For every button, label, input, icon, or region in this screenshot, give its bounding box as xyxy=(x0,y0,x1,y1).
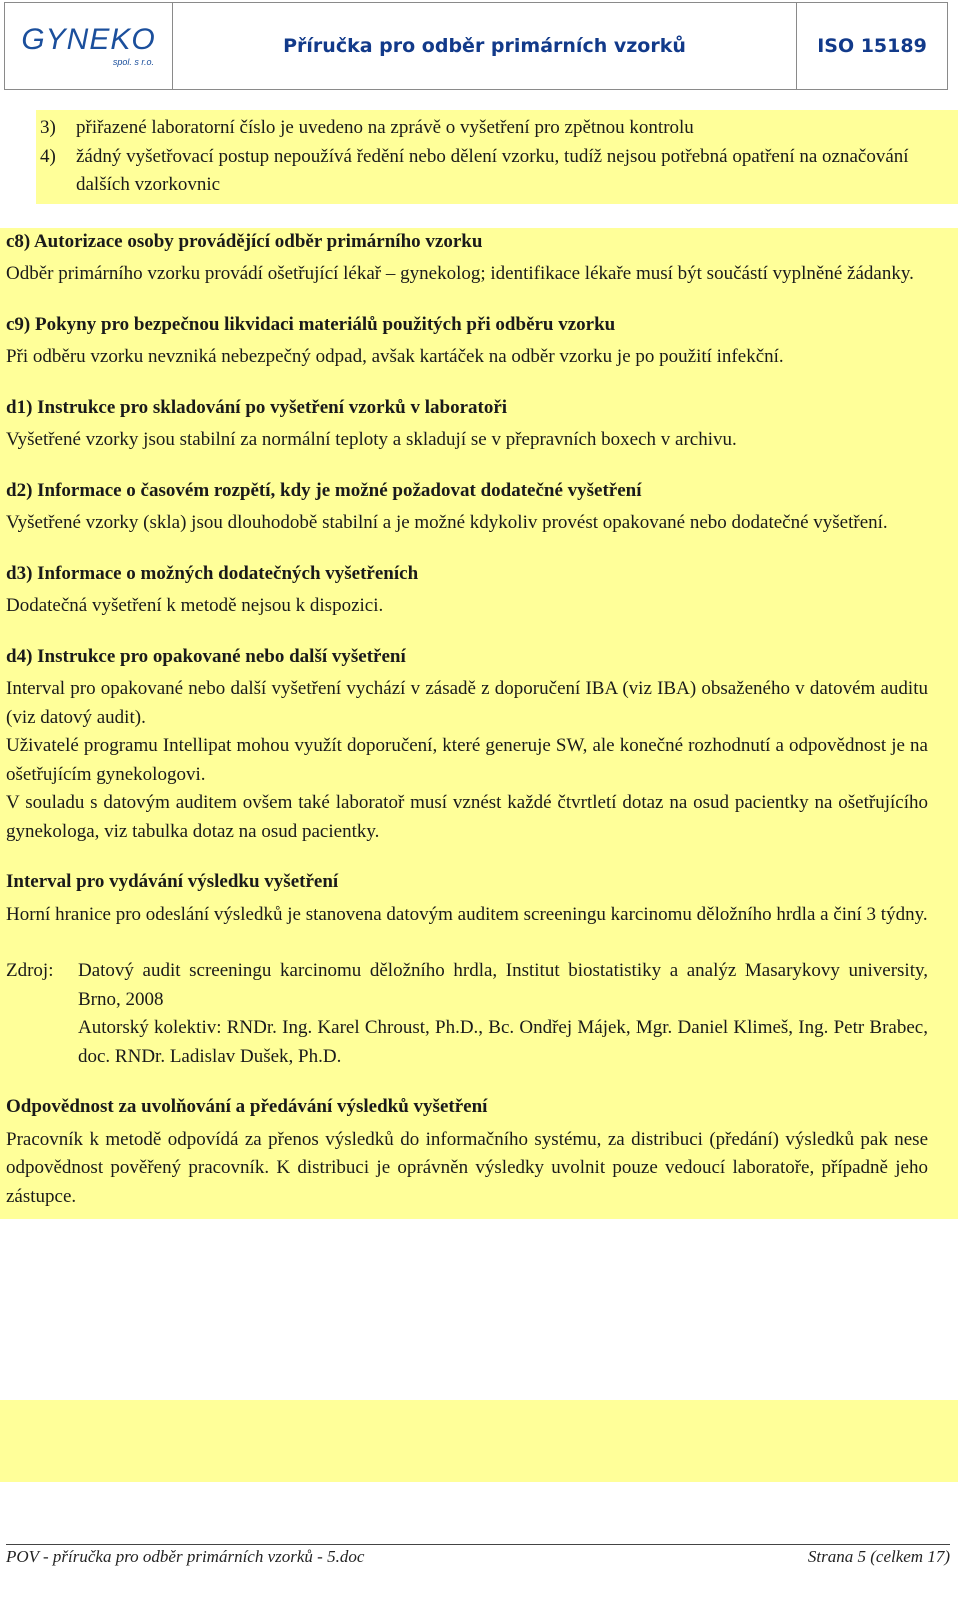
section-heading: d1) Instrukce pro skladování po vyšetření vzorků v laboratoři xyxy=(6,396,508,418)
section-heading: c8) Autorizace osoby provádějící odběr primárního vzorku xyxy=(6,230,483,252)
section-text: Vyšetřené vzorky (skla) jsou dlouhodobě stabilní a je možné kdykoliv provést opakované nebo dodatečné vyšetření. xyxy=(6,512,888,533)
footer-page-number: Strana 5 (celkem 17) xyxy=(807,1547,950,1566)
source-citation xyxy=(6,957,928,1071)
page-footer xyxy=(6,1544,950,1567)
list-text: přiřazené laboratorní číslo je uvedeno na zprávě o vyšetření pro zpětnou kontrolu xyxy=(76,117,694,138)
section-d4 xyxy=(0,621,958,847)
section-text: Dodatečná vyšetření k metodě nejsou k dispozici. xyxy=(6,595,384,616)
highlight-band xyxy=(0,1400,958,1482)
section-text: V souladu s datovým auditem ovšem také laboratoř musí vznést každé čtvrtletí dotaz na osud pacientky na ošetřujícího gynekologa, viz tabulka dotaz na osud pacientky. xyxy=(6,792,928,842)
section-d2 xyxy=(0,455,958,538)
section-heading: d4) Instrukce pro opakované nebo další vyšetření xyxy=(6,645,406,667)
section-interval xyxy=(0,846,958,929)
footer-document-name: POV - příručka pro odběr primárních vzorků - 5.doc xyxy=(6,1547,365,1566)
logo-subtitle: spol. s r.o. xyxy=(112,57,154,67)
section-c8 xyxy=(0,228,958,289)
list-item xyxy=(36,114,958,143)
section-text: Odběr primárního vzorku provádí ošetřující lékař – gynekolog; identifikace lékaře musí být součástí vyplněné žádanky. xyxy=(6,263,914,284)
section-responsibility xyxy=(0,1071,958,1219)
document-title: Příručka pro odběr primárních vzorků xyxy=(173,3,797,89)
section-text: Interval pro opakované nebo další vyšetření vychází v zásadě z doporučení IBA (viz IBA) obsaženého v datovém auditu (viz datový audit). xyxy=(6,678,928,728)
section-d3 xyxy=(0,538,958,621)
section-text: Horní hranice pro odeslání výsledků je stanovena datovým auditem screeningu karcinomu děložního hrdla a činí 3 týdny. xyxy=(6,903,928,925)
source-text xyxy=(78,957,928,1071)
source-label: Zdroj: xyxy=(6,960,54,981)
list-text: žádný vyšetřovací postup nepoužívá ředění nebo dělení vzorku, tudíž nejsou potřebná opatření na označování dalších vzorkovnic xyxy=(76,145,909,195)
section-heading: Interval pro vydávání výsledku vyšetření xyxy=(6,871,339,892)
section-heading: d3) Informace o možných dodatečných vyšetřeních xyxy=(6,562,419,584)
company-logo xyxy=(5,3,173,89)
numbered-list xyxy=(36,110,958,204)
section-heading: d2) Informace o časovém rozpětí, kdy je možné požadovat dodatečné vyšetření xyxy=(6,479,642,501)
section-heading: Odpovědnost za uvolňování a předávání výsledků vyšetření xyxy=(6,1096,488,1117)
section-text: Uživatelé programu Intellipat mohou využít doporučení, které generuje SW, ale konečné rozhodnutí a odpovědnost je na ošetřujícím gynekologovi. xyxy=(6,735,928,785)
source-authors: Autorský kolektiv: RNDr. Ing. Karel Chroust, Ph.D., Bc. Ondřej Májek, Mgr. Daniel Klimeš, Ing. Petr Brabec, doc. RNDr. Ladislav Dušek, Ph.D. xyxy=(78,1017,928,1067)
iso-standard-label: ISO 15189 xyxy=(817,35,927,57)
section-text: Vyšetřené vzorky jsou stabilní za normální teploty a skladují se v přepravních boxech v archivu. xyxy=(6,429,737,450)
section-heading: c9) Pokyny pro bezpečnou likvidaci materiálů použitých při odběru vzorku xyxy=(6,313,616,335)
section-d1 xyxy=(0,372,958,455)
source-line: Datový audit screeningu karcinomu děložního hrdla, Institut biostatistiky a analýz Masarykovy university, Brno, 2008 xyxy=(78,960,928,1010)
page-header xyxy=(4,2,948,90)
section-text: Při odběru vzorku nevzniká nebezpečný odpad, avšak kartáček na odběr vzorku je po použití infekční. xyxy=(6,346,784,367)
document-body xyxy=(0,110,960,1219)
list-number: 4) xyxy=(40,145,56,167)
section-source xyxy=(0,929,958,1071)
list-number: 3) xyxy=(40,117,56,138)
logo-wordmark: GYNEKO xyxy=(21,23,156,56)
section-text: Pracovník k metodě odpovídá za přenos výsledků do informačního systému, za distribuci (předání) výsledků pak nese odpovědnost pověřený pracovník. K distribuci je oprávněn výsledky uvolnit pouze vedoucí laboratoře, případně jeho zástupce. xyxy=(6,1128,928,1207)
section-c9 xyxy=(0,289,958,372)
list-item xyxy=(36,143,958,200)
